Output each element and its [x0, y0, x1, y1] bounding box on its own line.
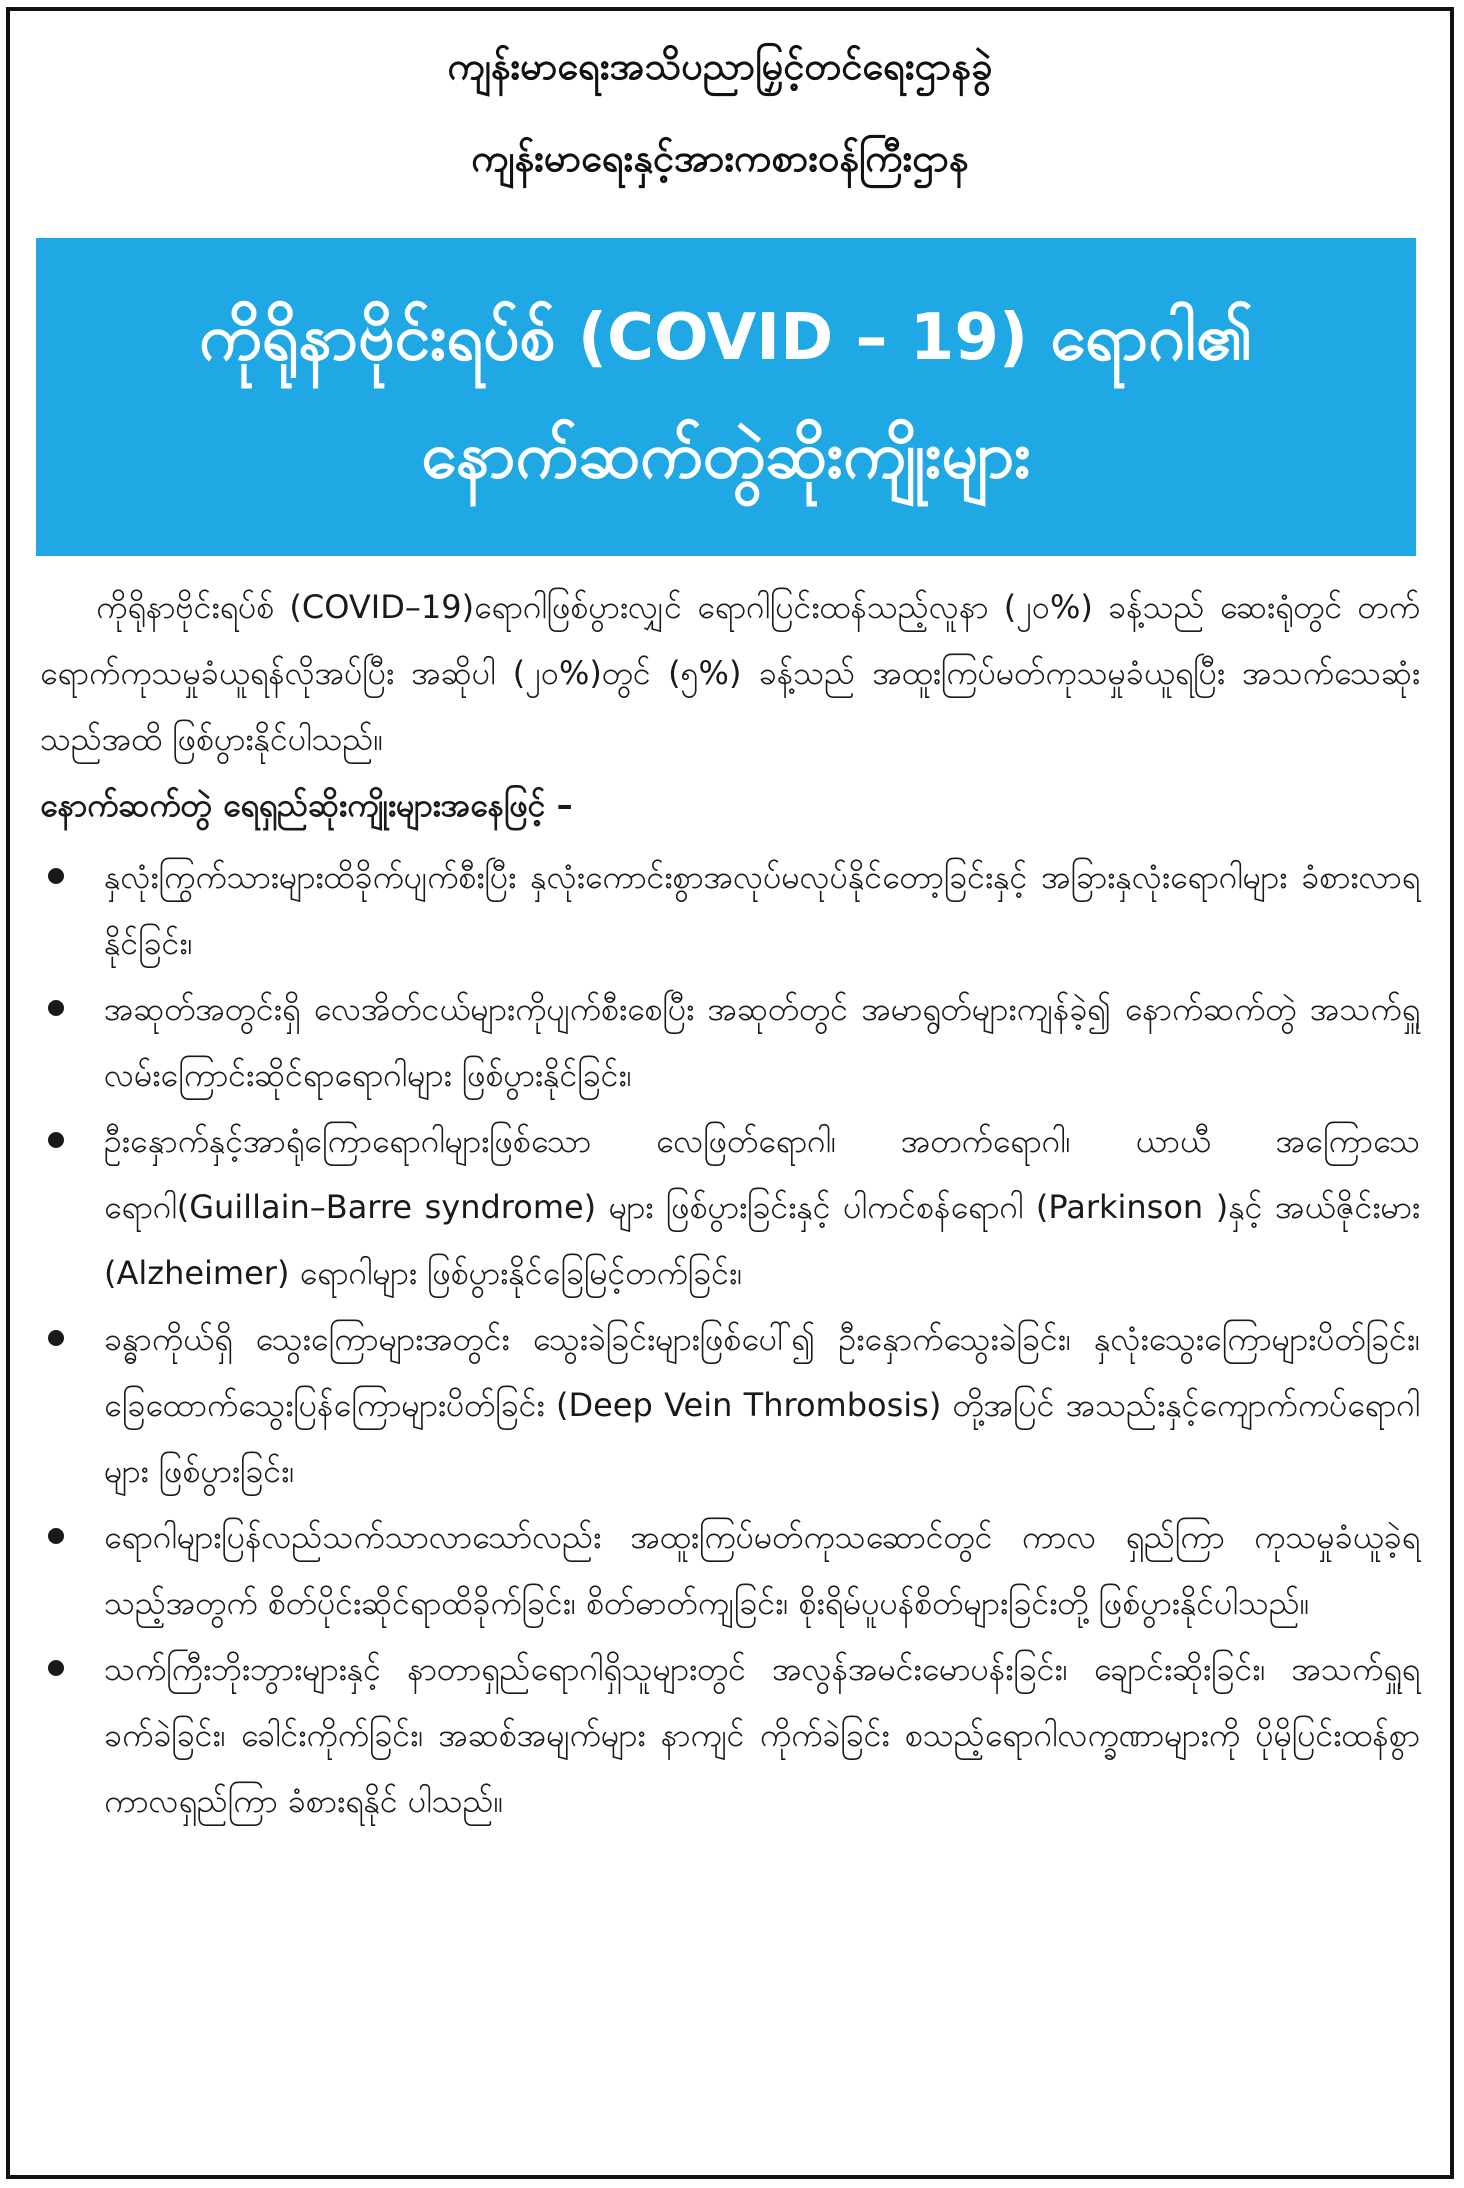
department-name: ကျန်းမာရေးအသိပညာမြှင့်တင်ရေးဌာနခွဲ	[447, 44, 993, 88]
article-body	[40, 574, 1420, 1834]
list-item	[40, 1306, 1420, 1504]
list-item-text: အဆုတ်အတွင်းရှိ လေအိတ်ငယ်များကိုပျက်စီးစေပြီး အဆုတ်တွင် အမာရွတ်များကျန်ခဲ့၍ နောက်ဆက်တွဲ အသက်ရှူလမ်းကြောင်းဆိုင်ရာရောဂါများ ဖြစ်ပွားနိုင်ခြင်း၊	[104, 990, 1420, 1094]
bullet-icon	[48, 1660, 64, 1676]
bullet-icon	[48, 1000, 64, 1016]
list-item-text: ခန္ဓာကိုယ်ရှိ သွေးကြောများအတွင်း သွေးခဲခြင်းများဖြစ်ပေါ်၍ ဦးနှောက်သွေးခဲခြင်း၊ နှလုံးသွေးကြောများပိတ်ခြင်း၊ ခြေထောက်သွေးပြန်ကြောများပိတ်ခြင်း (Deep Vein Thrombosis) တို့အပြင် အသည်းနှင့်ကျောက်ကပ်ရောဂါများ ဖြစ်ပွားခြင်း၊	[104, 1320, 1420, 1490]
list-item	[40, 1504, 1420, 1636]
banner-title-line-1: ကိုရိုနာဗိုင်းရပ်စ် (COVID – 19) ရောဂါ၏	[199, 301, 1253, 375]
list-item-text: သက်ကြီးဘိုးဘွားများနှင့် နာတာရှည်ရောဂါရှိသူများတွင် အလွန်အမင်းမောပန်းခြင်း၊ ချောင်းဆိုးခြင်း၊ အသက်ရှူရခက်ခဲခြင်း၊ ခေါင်းကိုက်ခြင်း၊ အဆစ်အမျက်များ နာကျင် ကိုက်ခဲခြင်း စသည့်ရောဂါလက္ခဏာများကို ပိုမိုပြင်းထန်စွာ ကာလရှည်ကြာ ခံစားရနိုင် ပါသည်။	[104, 1650, 1420, 1820]
bullet-icon	[48, 1330, 64, 1346]
list-item	[40, 1108, 1420, 1306]
banner-title-line-2: နောက်ဆက်တွဲဆိုးကျိုးများ	[421, 419, 1031, 493]
bullet-icon	[48, 868, 64, 884]
list-item	[40, 844, 1420, 976]
effects-list	[40, 844, 1420, 1834]
effects-subheading: နောက်ဆက်တွဲ ရေရှည်ဆိုးကျိုးများအနေဖြင့် –	[40, 786, 573, 824]
bullet-icon	[48, 1132, 64, 1148]
list-item-text: နှလုံးကြွက်သားများထိခိုက်ပျက်စီးပြီး နှလုံးကောင်းစွာအလုပ်မလုပ်နိုင်တော့ခြင်းနှင့် အခြားနှလုံးရောဂါများ ခံစားလာရနိုင်ခြင်း၊	[104, 858, 1420, 962]
list-item	[40, 976, 1420, 1108]
list-item-text: ရောဂါများပြန်လည်သက်သာလာသော်လည်း အထူးကြပ်မတ်ကုသဆောင်တွင် ကာလ ရှည်ကြာ ကုသမှုခံယူခဲ့ရသည့်အတွက် စိတ်ပိုင်းဆိုင်ရာထိခိုက်ခြင်း၊ စိတ်ဓာတ်ကျခြင်း၊ စိုးရိမ်ပူပန်စိတ်များခြင်းတို့ ဖြစ်ပွားနိုင်ပါသည်။	[104, 1518, 1420, 1622]
intro-paragraph: ကိုရိုနာဗိုင်းရပ်စ် (COVID–19)ရောဂါဖြစ်ပွားလျှင် ရောဂါပြင်းထန်သည့်လူနာ (၂၀%) ခန့်သည် ဆေးရုံတွင် တက်ရောက်ကုသမှုခံယူရန်လိုအပ်ပြီး အဆိုပါ (၂၀%)တွင် (၅%) ခန့်သည် အထူးကြပ်မတ်ကုသမှုခံယူရပြီး အသက်သေဆုံးသည်အထိ ဖြစ်ပွားနိုင်ပါသည်။	[40, 588, 1420, 758]
ministry-name: ကျန်းမာရေးနှင့်အားကစားဝန်ကြီးဌာန	[471, 136, 969, 180]
list-item	[40, 1636, 1420, 1834]
list-item-text: ဦးနှောက်နှင့်အာရုံကြောရောဂါများဖြစ်သော လေဖြတ်ရောဂါ၊ အတက်ရောဂါ၊ ယာယီ အကြောသေရောဂါ(Guillain–Barre syndrome) များ ဖြစ်ပွားခြင်းနှင့် ပါကင်စန်ရောဂါ (Parkinson )နှင့် အယ်ဇိုင်းမား (Alzheimer) ရောဂါများ ဖြစ်ပွားနိုင်ခြေမြင့်တက်ခြင်း၊	[104, 1122, 1421, 1292]
bullet-icon	[48, 1528, 64, 1544]
title-banner	[36, 238, 1416, 556]
